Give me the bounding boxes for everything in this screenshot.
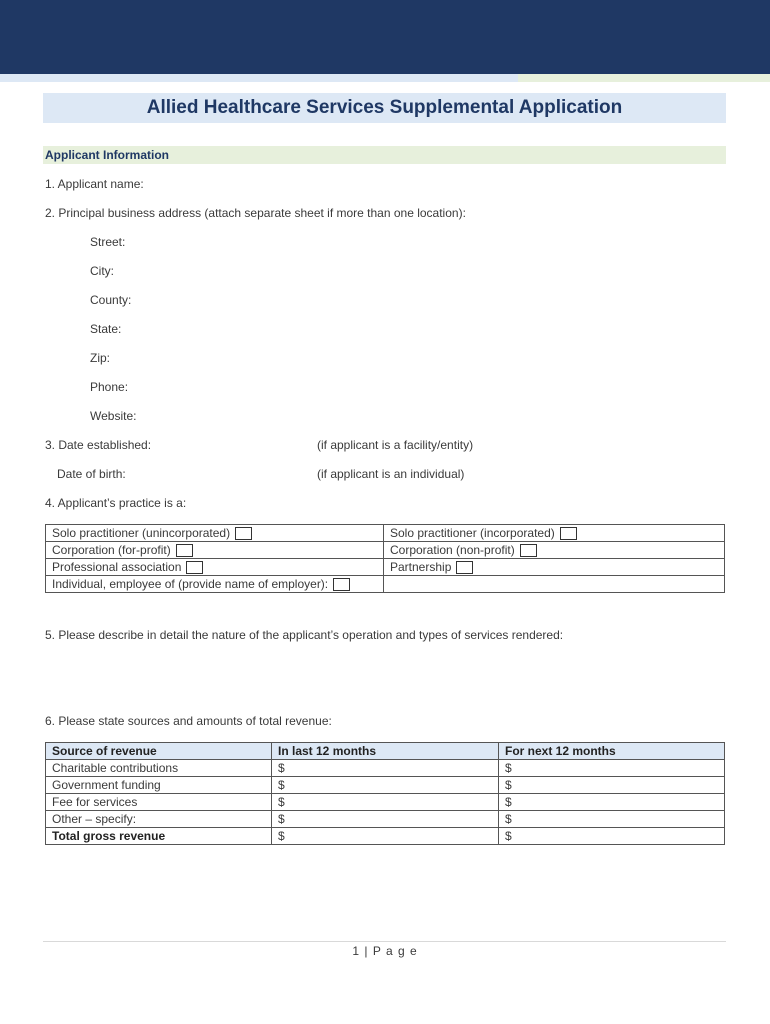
table-row [46,777,725,794]
date-of-birth-note: (if applicant is an individual) [317,467,465,481]
table-header-row [46,743,725,760]
header-accent-green [518,74,770,82]
question-operation-description: 5. Please describe in detail the nature of the applicant’s operation and types of services rendered: [45,628,564,642]
revenue-total-next-cell[interactable]: $ [499,828,725,845]
empty-cell [384,576,725,593]
header-accent-blue [0,74,518,82]
address-state-label: State: [90,322,122,336]
address-website-label: Website: [90,409,137,423]
address-street-label: Street: [90,235,126,249]
header-next-12-months: For next 12 months [499,743,725,760]
option-solo-incorporated-label: Solo practitioner (incorporated) [390,525,555,540]
revenue-next-cell[interactable]: $ [499,760,725,777]
checkbox-solo-unincorporated[interactable] [235,527,252,540]
option-partnership-label: Partnership [390,559,452,574]
address-city-label: City: [90,264,114,278]
revenue-source-cell: Fee for services [46,794,272,811]
date-established-note: (if applicant is a facility/entity) [317,438,474,452]
option-solo-unincorporated-label: Solo practitioner (unincorporated) [52,525,231,540]
table-row [46,760,725,777]
footer-divider [43,941,726,942]
revenue-source-cell: Government funding [46,777,272,794]
table-row-total [46,828,725,845]
option-individual-employee-label: Individual, employee of (provide name of employer): [52,576,329,591]
revenue-source-cell: Charitable contributions [46,760,272,777]
section-applicant-information: Applicant Information [43,146,726,164]
table-row [46,525,725,542]
checkbox-individual-employee[interactable] [333,578,350,591]
header-source: Source of revenue [46,743,272,760]
revenue-last-cell[interactable]: $ [272,777,499,794]
revenue-next-cell[interactable]: $ [499,777,725,794]
address-county-label: County: [90,293,132,307]
revenue-source-cell: Other – specify: [46,811,272,828]
revenue-total-label: Total gross revenue [46,828,272,845]
revenue-next-cell[interactable]: $ [499,794,725,811]
checkbox-solo-incorporated[interactable] [560,527,577,540]
table-row [46,811,725,828]
question-revenue-sources: 6. Please state sources and amounts of total revenue: [45,714,332,728]
revenue-last-cell[interactable]: $ [272,760,499,777]
question-practice-type: 4. Applicant’s practice is a: [45,496,187,510]
address-zip-label: Zip: [90,351,111,365]
date-of-birth-label: Date of birth: [57,467,126,481]
question-applicant-name: 1. Applicant name: [45,177,144,191]
checkbox-partnership[interactable] [456,561,473,574]
table-row [46,794,725,811]
checkbox-corp-for-profit[interactable] [176,544,193,557]
checkbox-professional-association[interactable] [186,561,203,574]
checkbox-corp-non-profit[interactable] [520,544,537,557]
table-row [46,542,725,559]
document-title: Allied Healthcare Services Supplemental Application [43,93,726,123]
revenue-table [45,742,725,845]
option-corp-for-profit-label: Corporation (for-profit) [52,542,171,557]
revenue-last-cell[interactable]: $ [272,794,499,811]
option-professional-association-label: Professional association [52,559,182,574]
header-bar [0,0,770,74]
table-row [46,559,725,576]
revenue-next-cell[interactable]: $ [499,811,725,828]
option-corp-non-profit-label: Corporation (non-profit) [390,542,515,557]
address-phone-label: Phone: [90,380,129,394]
header-last-12-months: In last 12 months [272,743,499,760]
practice-type-table [45,524,725,593]
table-row [46,576,725,593]
date-established-label: 3. Date established: [45,438,152,452]
revenue-last-cell[interactable]: $ [272,811,499,828]
page-number: 1 | P a g e [352,944,418,958]
question-business-address: 2. Principal business address (attach separate sheet if more than one location): [45,206,466,220]
revenue-total-last-cell[interactable]: $ [272,828,499,845]
